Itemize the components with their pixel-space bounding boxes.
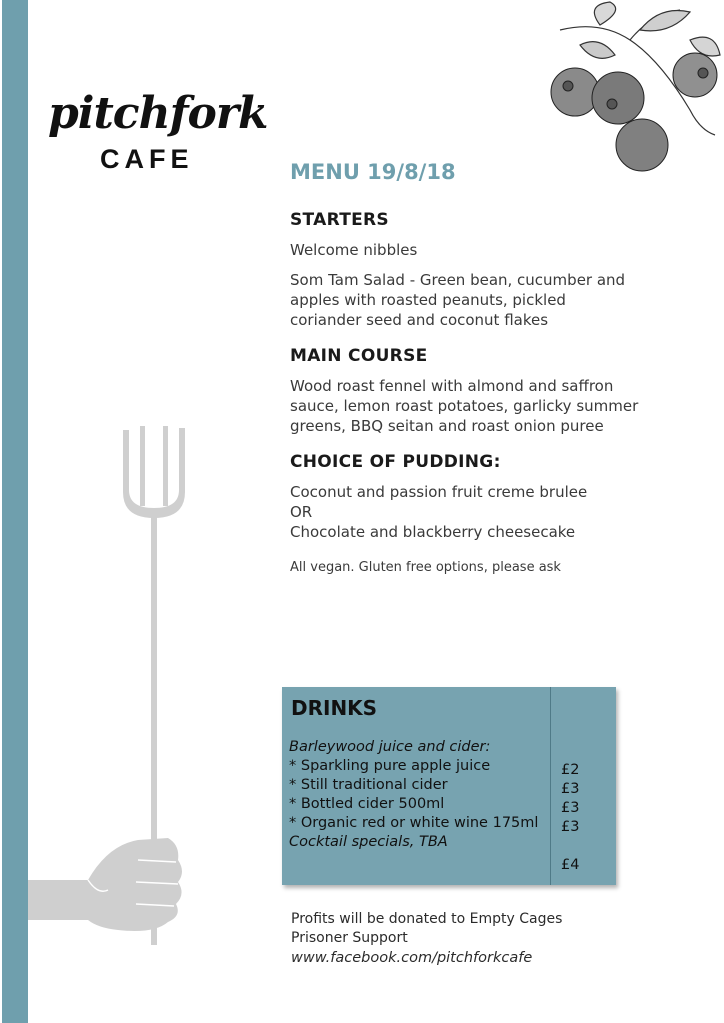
drinks-prices — [561, 761, 601, 875]
pudding-option-1: Coconut and passion fruit creme brulee — [290, 483, 588, 501]
drink-price: £3 — [561, 800, 580, 816]
cafe-logo — [48, 88, 268, 175]
drinks-divider — [550, 687, 551, 885]
starter-item: Welcome nibbles — [290, 241, 418, 259]
footer-donation-line-1: Profits will be donated to Empty Cages — [291, 911, 563, 927]
main-course-heading: MAIN COURSE — [290, 346, 428, 366]
drinks-title: DRINKS — [291, 696, 378, 720]
drink-item: * Sparkling pure apple juice — [289, 758, 491, 774]
drink-item: * Organic red or white wine 175ml — [289, 815, 539, 831]
berries-illustration-icon — [540, 0, 724, 175]
dietary-note: All vegan. Gluten free options, please ask — [290, 560, 561, 575]
drink-item: * Still traditional cider — [289, 777, 448, 793]
drinks-specials: Cocktail specials, TBA — [289, 834, 448, 850]
drink-price: £2 — [561, 762, 580, 778]
starters-section — [290, 210, 640, 330]
menu-title: MENU 19/8/18 — [290, 160, 456, 184]
pudding-section — [290, 452, 640, 542]
drink-item: * Bottled cider 500ml — [289, 796, 445, 812]
logo-cafe-text: CAFE — [100, 144, 194, 174]
logo-script-text: pitchfork — [48, 88, 268, 139]
footer — [291, 910, 611, 968]
drink-price: £3 — [561, 781, 580, 797]
drink-price: £4 — [561, 857, 580, 873]
hand-holding-pitchfork-icon — [28, 420, 208, 960]
pudding-or: OR — [290, 503, 313, 521]
starters-heading: STARTERS — [290, 210, 389, 230]
main-course-item: Wood roast fennel with almond and saffron sauce, lemon roast potatoes, garlicky summer greens, BBQ seitan and roast onion puree — [290, 377, 639, 435]
footer-donation-line-2: Prisoner Support — [291, 930, 408, 946]
side-accent-bar — [2, 0, 28, 1023]
drinks-box — [282, 687, 616, 885]
starter-item: Som Tam Salad - Green bean, cucumber and apples with roasted peanuts, pickled coriander seed and coconut flakes — [290, 271, 626, 329]
pudding-heading: CHOICE OF PUDDING: — [290, 452, 501, 472]
pudding-option-2: Chocolate and blackberry cheesecake — [290, 523, 576, 541]
menu-content — [290, 210, 640, 575]
facebook-link[interactable]: www.facebook.com/pitchforkcafe — [291, 950, 533, 966]
drinks-list — [289, 738, 547, 852]
drink-price: £3 — [561, 819, 580, 835]
main-course-section — [290, 346, 640, 436]
drinks-group-label: Barleywood juice and cider: — [289, 739, 491, 755]
